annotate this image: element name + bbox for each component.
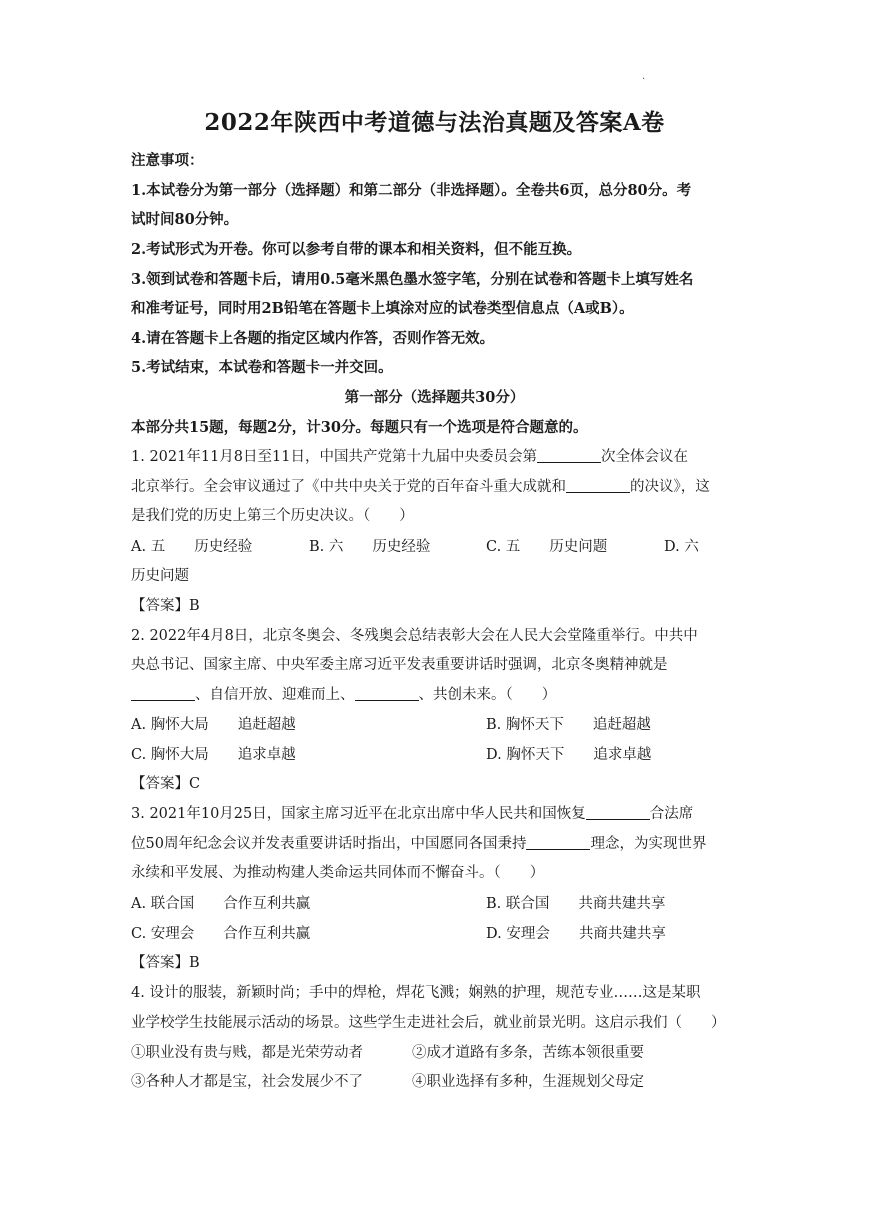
q1-option-d-cont: 历史问题	[131, 568, 189, 584]
note-5: 5.考试结束，本试卷和答题卡一并交回。	[131, 359, 393, 376]
page-dot: ·	[642, 74, 646, 85]
note-2: 2.考试形式为开卷。你可以参考自带的课本和相关资料，但不能互换。	[131, 241, 582, 258]
note-3-line-2: 和准考证号，同时用2B铅笔在答题卡上填涂对应的试卷类型信息点（A或B）。	[131, 300, 634, 317]
q3-option-c: C. 安理会 合作互利共赢	[131, 926, 311, 942]
q2-text-3a: 、自信开放、迎难而上、	[195, 687, 355, 703]
q2-line-3	[131, 685, 556, 705]
notes-heading: 注意事项：	[131, 152, 204, 169]
q1-option-d: D. 六	[664, 539, 699, 555]
q3-blank-1	[586, 805, 650, 820]
part1-intro: 本部分共15题，每题2分，计30分。每题只有一个选项是符合题意的。	[131, 419, 588, 436]
q2-option-d: D. 胸怀天下 追求卓越	[486, 747, 652, 763]
q1-line-1	[131, 447, 688, 467]
q1-line-3: 是我们党的历史上第三个历史决议。（ ）	[131, 508, 414, 524]
q2-line-1: 2. 2022年4月8日，北京冬奥会、冬残奥会总结表彰大会在人民大会堂隆重举行。中共中	[131, 628, 698, 644]
q4-line-1: 4. 设计的服装，新颖时尚；手中的焊枪，焊花飞溅；娴熟的护理，规范专业……这是某职	[131, 985, 701, 1001]
q1-option-b: B. 六 历史经验	[309, 539, 431, 555]
q3-line-2	[131, 834, 706, 854]
q4-line-2: 业学校学生技能展示活动的场景。这些学生走进社会后，就业前景光明。这启示我们（ ）	[131, 1015, 726, 1031]
page-title: 2022年陕西中考道德与法治真题及答案A卷	[204, 109, 665, 136]
q1-option-a: A. 五 历史经验	[131, 539, 253, 555]
q4-statement-4: ④职业选择有多种，生涯规划父母定	[412, 1074, 644, 1090]
q3-text-2a: 位50周年纪念会议并发表重要讲话时指出，中国愿同各国秉持	[131, 836, 527, 852]
q3-option-b: B. 联合国 共商共建共享	[486, 896, 666, 912]
q2-line-2: 央总书记、国家主席、中央军委主席习近平发表重要讲话时强调，北京冬奥精神就是	[131, 657, 668, 673]
q2-option-b: B. 胸怀天下 追赶超越	[486, 717, 651, 733]
q1-text-1b: 次全体会议在	[600, 449, 688, 465]
q1-option-c: C. 五 历史问题	[486, 539, 608, 555]
q3-text-2b: 理念，为实现世界	[590, 836, 707, 852]
q3-text-1a: 3. 2021年10月25日，国家主席习近平在北京出席中华人民共和国恢复	[131, 806, 586, 822]
q1-text-2b: 的决议》，这	[630, 479, 710, 495]
note-3-line-1: 3.领到试卷和答题卡后，请用0.5毫米黑色墨水签字笔，分别在试卷和答题卡上填写姓名	[131, 271, 694, 288]
q1-text-2a: 北京举行。全会审议通过了《中共中央关于党的百年奋斗重大成就和	[131, 479, 566, 495]
q3-answer: 【答案】B	[131, 955, 200, 971]
q4-statement-1: ①职业没有贵与贱，都是光荣劳动者	[131, 1045, 363, 1061]
q3-line-3: 永续和平发展、为推动构建人类命运共同体而不懈奋斗。（ ）	[131, 865, 545, 881]
note-1-line-2: 试时间80分钟。	[131, 211, 239, 228]
q4-statement-2: ②成才道路有多条，苦练本领很重要	[412, 1045, 644, 1061]
note-4: 4.请在答题卡上各题的指定区域内作答，否则作答无效。	[131, 330, 495, 347]
q1-line-2	[131, 477, 710, 497]
q3-option-a: A. 联合国 合作互利共赢	[131, 896, 311, 912]
q4-statement-3: ③各种人才都是宝，社会发展少不了	[131, 1074, 363, 1090]
part1-heading: 第一部分（选择题共30分）	[344, 389, 525, 406]
q3-option-d: D. 安理会 共商共建共享	[486, 926, 666, 942]
q2-text-3b: 、共创未来。（ ）	[418, 687, 557, 703]
q3-blank-2	[526, 835, 590, 850]
q1-blank-1	[537, 448, 601, 463]
q2-option-c: C. 胸怀大局 追求卓越	[131, 747, 296, 763]
q2-option-a: A. 胸怀大局 追赶超越	[131, 717, 296, 733]
q1-text-1a: 1. 2021年11月8日至11日，中国共产党第十九届中央委员会第	[131, 449, 537, 465]
note-1-line-1: 1.本试卷分为第一部分（选择题）和第二部分（非选择题）。全卷共6页，总分80分。考	[131, 182, 692, 199]
q3-text-1b: 合法席	[649, 806, 694, 822]
q2-blank-2	[355, 686, 419, 701]
q3-line-1	[131, 804, 693, 824]
q2-answer: 【答案】C	[131, 776, 201, 792]
q1-answer: 【答案】B	[131, 598, 200, 614]
q2-blank-1	[131, 686, 195, 701]
q1-blank-2	[566, 478, 630, 493]
